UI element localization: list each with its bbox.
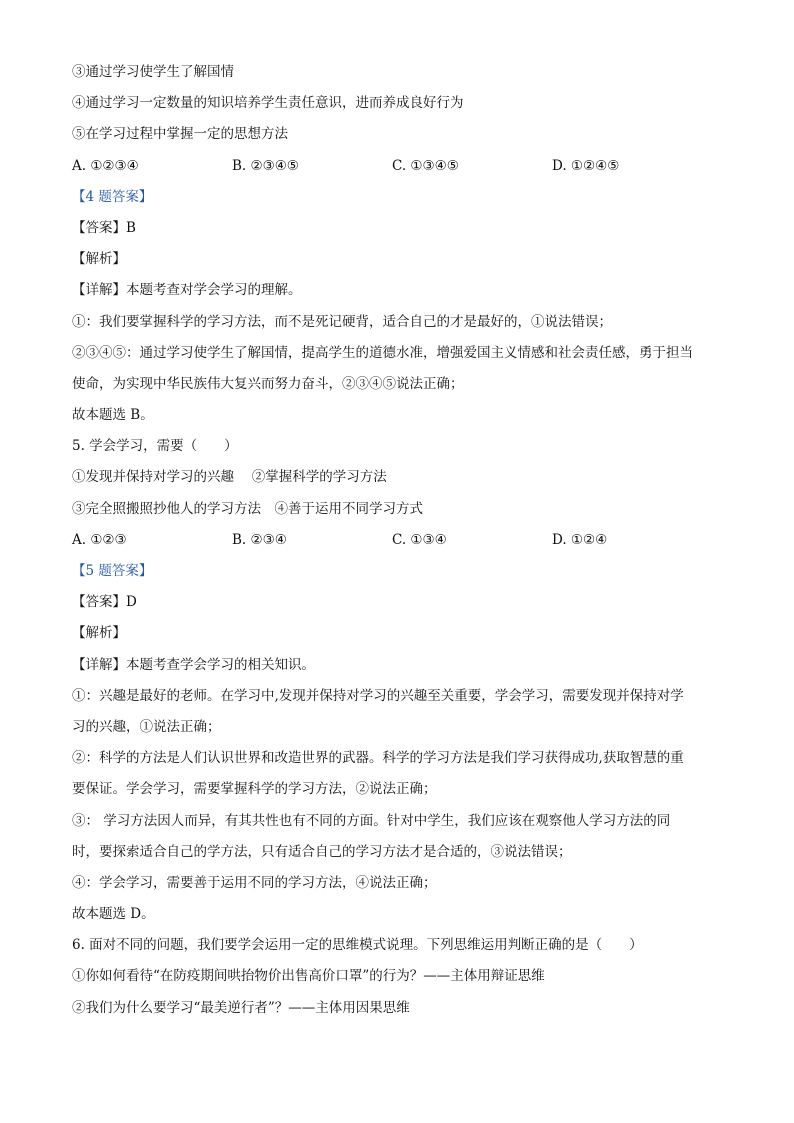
q5-point-1b: 习的兴趣，①说法正确； [72, 718, 221, 735]
q5-point-2a: ②：科学的方法是人们认识世界和改造世界的武器。科学的学习方法是我们学习获得成功,获取智慧的重 [72, 750, 684, 767]
q5-point-3b: 时，要探索适合自己的学方法，只有适合自己的学习方法才是合适的，③说法错误； [72, 843, 572, 860]
q4-answer: 【答案】B [72, 219, 136, 236]
q5-answer: 【答案】D [72, 594, 137, 611]
q5-option-c: C. ①③④ [392, 531, 447, 548]
q5-conclusion: 故本题选 D。 [72, 906, 155, 923]
statement-4: ④通过学习一定数量的知识培养学生责任意识，进而养成良好行为 [72, 95, 464, 112]
q4-option-d: D. ①②④⑤ [552, 157, 620, 174]
q5-items-1: ①发现并保持对学习的兴趣 ②掌握科学的学习方法 [72, 469, 387, 486]
q4-options [72, 156, 732, 176]
q4-conclusion: 故本题选 B。 [72, 407, 154, 424]
q5-option-d: D. ①②④ [552, 531, 608, 548]
q5-point-2b: 要保证。学会学习，需要掌握科学的学习方法，②说法正确； [72, 781, 437, 798]
q4-detail: 【详解】本题考查对学会学习的理解。 [72, 282, 302, 299]
q5-items-2: ③完全照搬照抄他人的学习方法 ④善于运用不同学习方式 [72, 500, 423, 517]
q5-point-3a: ③： 学习方法因人而异，有其共性也有不同的方面。针对中学生，我们应该在观察他人学习方法的同 [72, 812, 671, 829]
q5-stem: 5. 学会学习，需要（ ） [72, 438, 238, 455]
statement-3: ③通过学习使学生了解国情 [72, 64, 234, 80]
q5-answer-header: 【5 题答案】 [72, 563, 153, 579]
q6-item-1: ①你如何看待“在防疫期间哄抬物价出售高价口罩”的行为？——主体用辩证思维 [72, 968, 545, 985]
q4-analysis: 【解析】 [72, 251, 126, 268]
document-page [72, 62, 732, 1029]
q5-detail: 【详解】本题考查学会学习的相关知识。 [72, 656, 315, 673]
q4-point-2b: 使命，为实现中华民族伟大复兴而努力奋斗，②③④⑤说法正确； [72, 375, 464, 392]
q5-option-a: A. ①②③ [72, 531, 127, 548]
q4-point-1: ①：我们要掌握科学的学习方法，而不是死记硬背，适合自己的才是最好的，①说法错误； [72, 313, 612, 330]
q4-option-c: C. ①③④⑤ [392, 157, 459, 174]
statement-5: ⑤在学习过程中掌握一定的思想方法 [72, 126, 288, 143]
q6-item-2: ②我们为什么要学习“最美逆行者”？——主体用因果思维 [72, 999, 410, 1016]
q5-analysis: 【解析】 [72, 625, 126, 642]
q4-option-a: A. ①②③④ [72, 157, 139, 174]
q4-option-b: B. ②③④⑤ [232, 157, 299, 174]
q5-option-b: B. ②③④ [232, 531, 287, 548]
q5-point-4: ④：学会学习，需要善于运用不同的学习方法，④说法正确； [72, 874, 437, 891]
q5-point-1a: ①：兴趣是最好的老师。在学习中,发现并保持对学习的兴趣至关重要，学会学习，需要发现并保持对学 [72, 687, 684, 704]
q4-point-2a: ②③④⑤：通过学习使学生了解国情，提高学生的道德水准，增强爱国主义情感和社会责任感，勇于担当 [72, 344, 693, 361]
q4-answer-header: 【4 题答案】 [72, 188, 153, 205]
q6-stem: 6. 面对不同的问题，我们要学会运用一定的思维模式说理。下列思维运用判断正确的是（ ） [72, 937, 643, 954]
q5-options [72, 530, 732, 550]
